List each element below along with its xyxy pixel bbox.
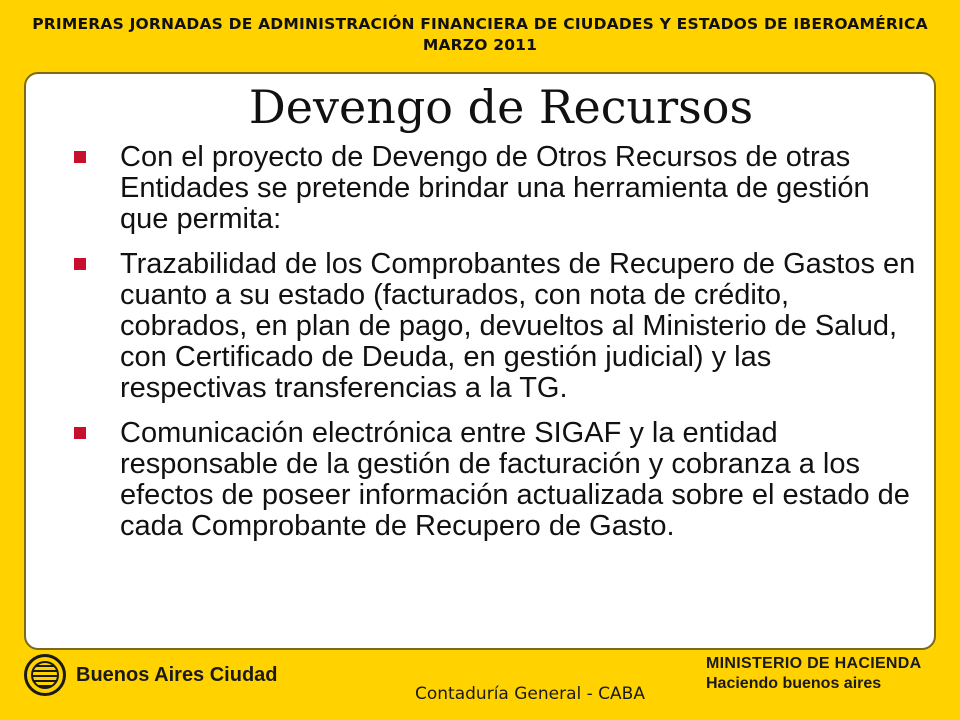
slide-panel [24,72,936,650]
city-seal-icon [24,654,66,696]
square-bullet-icon [74,151,86,163]
bullet-text: Trazabilidad de los Comprobantes de Recupero de Gastos en cuanto a su estado (facturados, con nota de crédito, cobrados, en plan de pago, devueltos al Ministerio de Salud, con Certificado de Deuda, en gestión judicial) y las respectivas transferencias a la TG. [120,248,916,404]
square-bullet-icon [74,427,86,439]
bullet-list [74,142,924,556]
footer-org: Contaduría General - CABA [415,684,645,704]
city-logo [24,654,278,696]
bullet-item [74,142,924,235]
bullet-item [74,418,924,542]
bullet-text: Comunicación electrónica entre SIGAF y la entidad responsable de la gestión de facturación y cobranza a los efectos de poseer información actualizada sobre el estado de cada Comprobante de Recupero de Gasto. [120,417,910,542]
bullet-text: Con el proyecto de Devengo de Otros Recursos de otras Entidades se pretende brindar una herramienta de gestión que permita: [120,141,870,235]
ministry-logo [706,654,922,694]
header-title: PRIMERAS JORNADAS DE ADMINISTRACIÓN FINANCIERA DE CIUDADES Y ESTADOS DE IBEROAMÉRICA [32,15,928,33]
seal-inner [31,661,59,689]
conference-header [0,14,960,56]
square-bullet-icon [74,258,86,270]
slide-title: Devengo de Recursos [248,80,754,134]
header-date: MARZO 2011 [422,36,538,54]
ministry-slogan: Haciendo buenos aires [706,675,882,692]
brand-name: Buenos Aires Ciudad [76,663,278,686]
ministry-name: MINISTERIO DE HACIENDA [706,655,922,672]
bullet-item [74,249,924,404]
